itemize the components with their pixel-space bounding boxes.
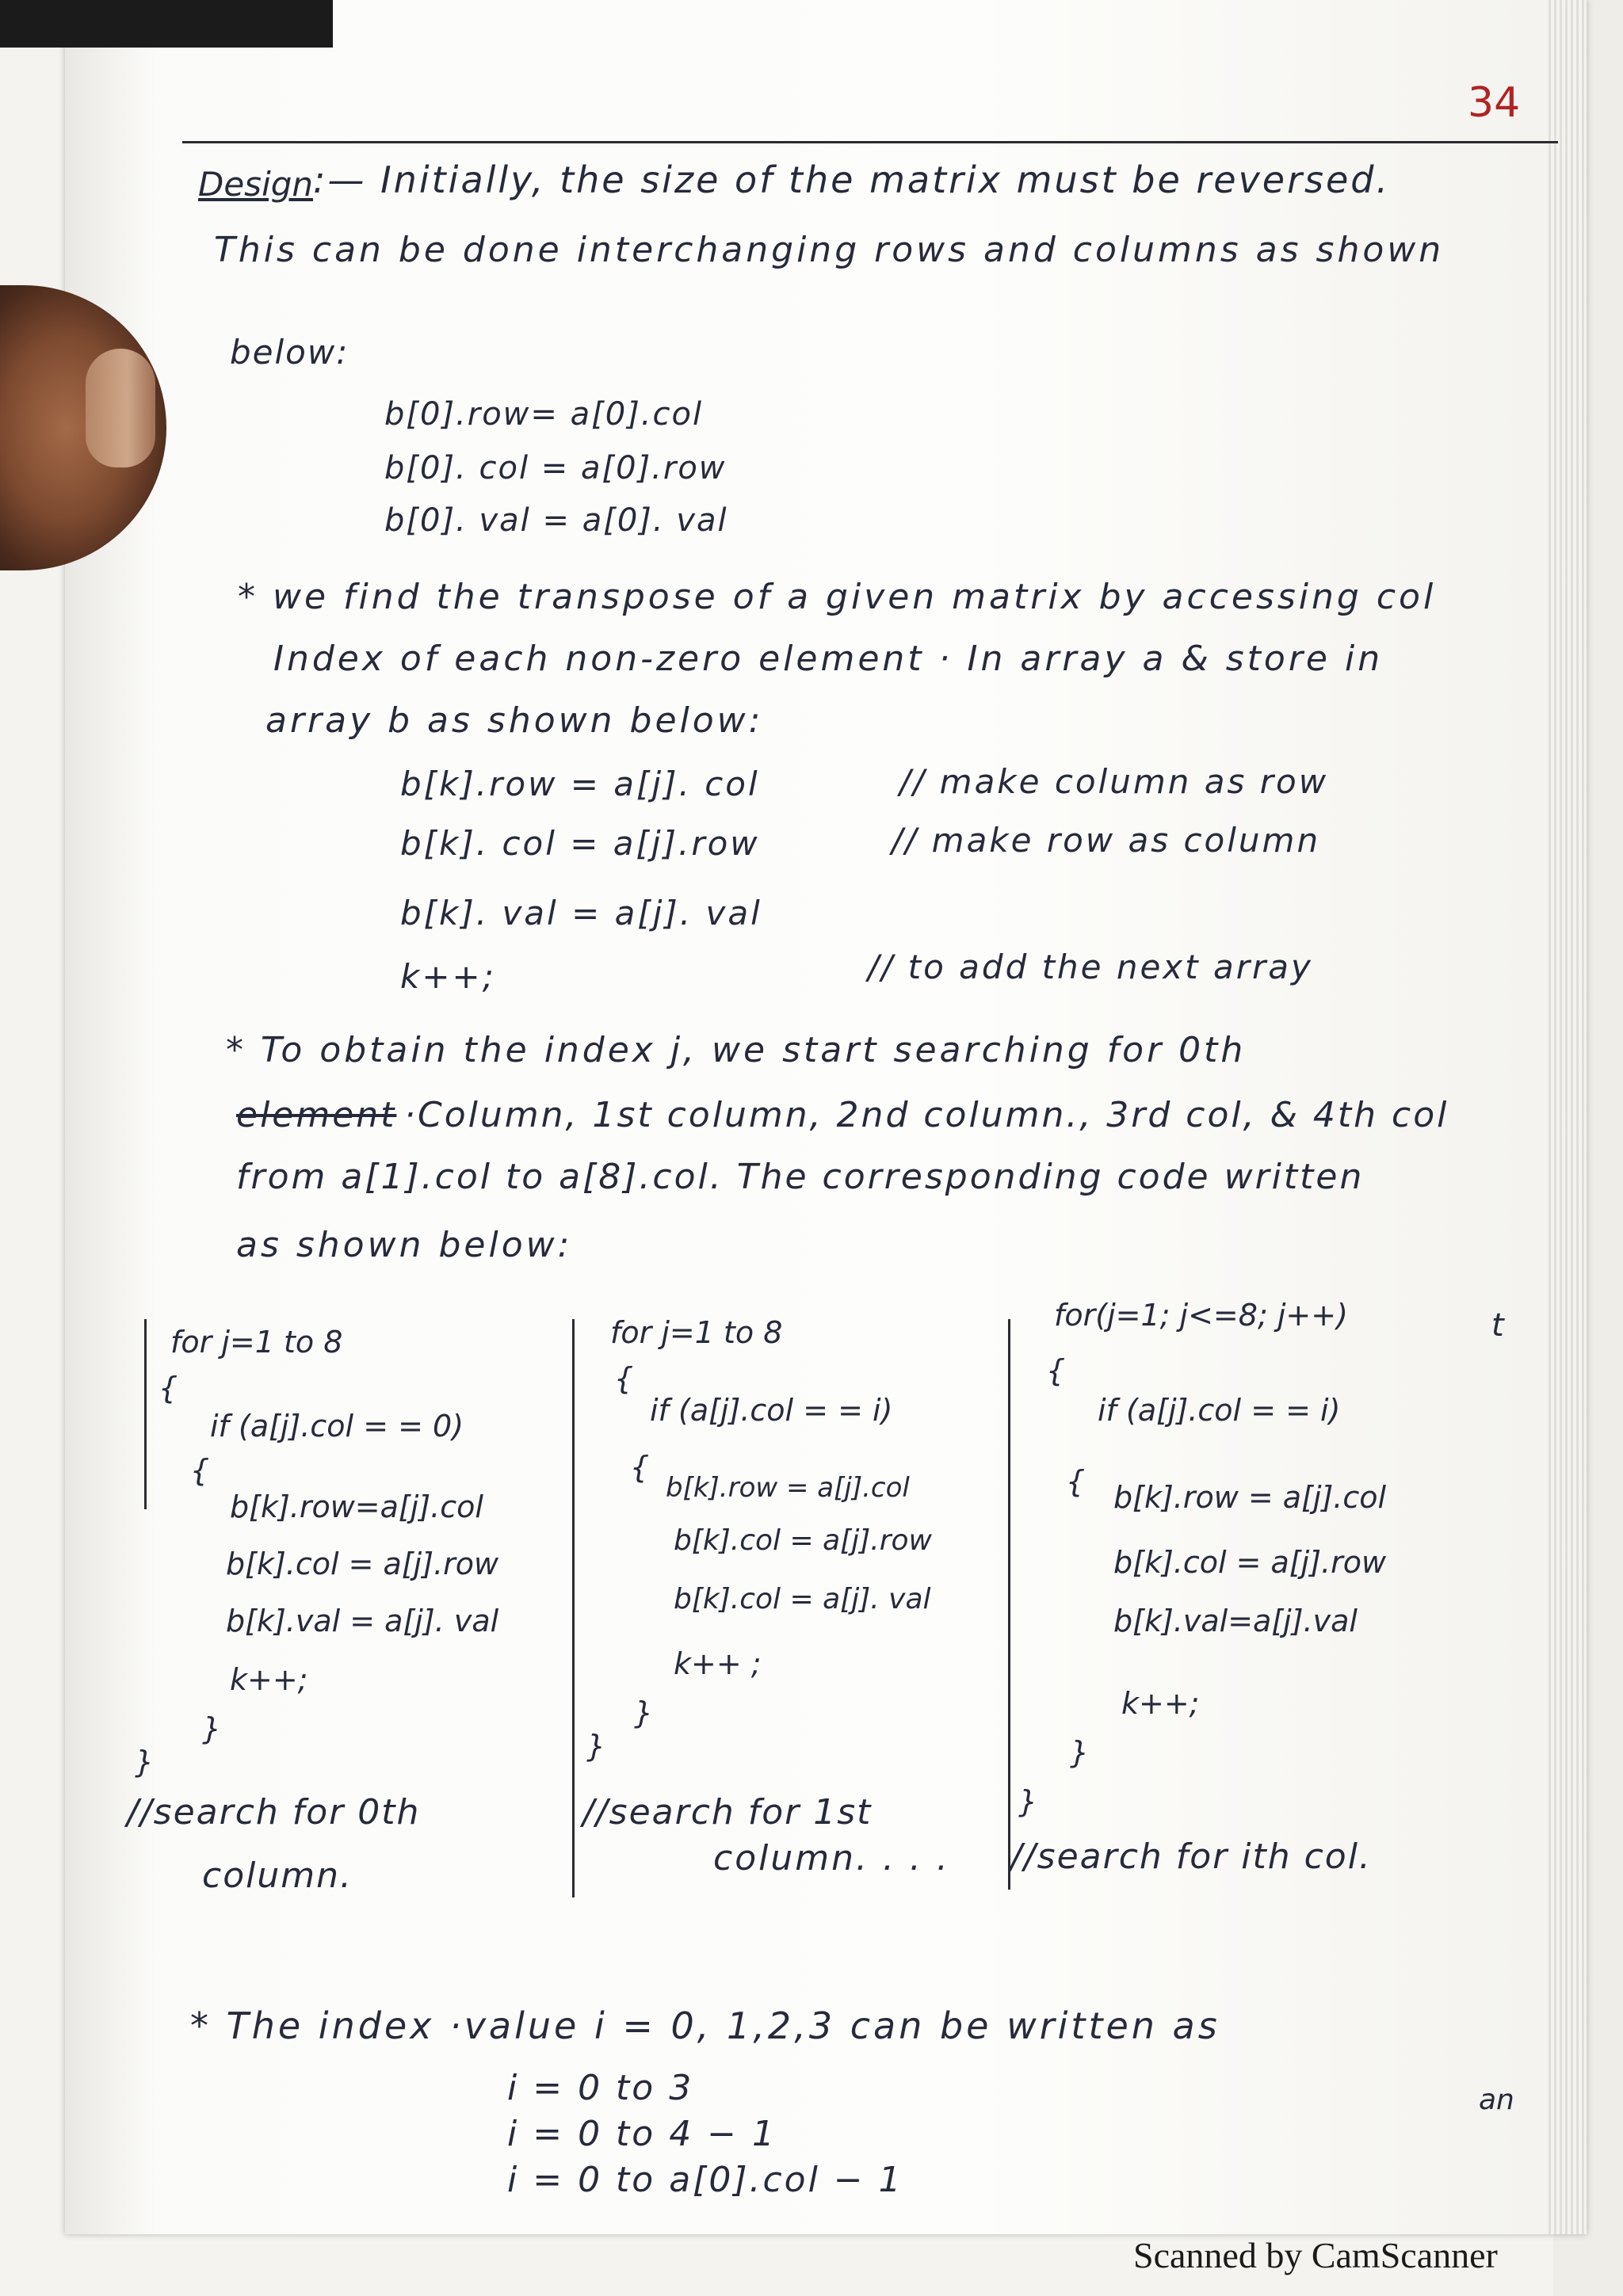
- index-line-3: i = 0 to 4 − 1: [507, 2114, 777, 2154]
- top-rule: [182, 141, 1558, 143]
- col2-line: b[k].col = a[j].row: [674, 1524, 932, 1557]
- col1-caption: //search for 0th: [127, 1792, 421, 1833]
- col2-line: }: [634, 1695, 654, 1730]
- col2-line: b[k].row = a[j].col: [666, 1472, 910, 1504]
- search-line-4: as shown below:: [236, 1225, 573, 1265]
- col2-line: for j=1 to 8: [610, 1315, 783, 1350]
- col2-caption: column. . . .: [713, 1838, 950, 1878]
- design-code-2: b[0]. col = a[0].row: [384, 450, 727, 486]
- col3-line: }: [1018, 1784, 1038, 1819]
- page-number: 34: [1468, 79, 1521, 127]
- col2-line: b[k].col = a[j]. val: [674, 1583, 931, 1615]
- col3-line: b[k].val=a[j].val: [1113, 1604, 1358, 1638]
- transpose-code-1: b[k].row = a[j]. col: [400, 765, 760, 803]
- col1-line: k++;: [230, 1662, 308, 1697]
- col1-line: }: [202, 1711, 222, 1746]
- col1-line: }: [135, 1745, 155, 1779]
- dark-corner: [0, 0, 333, 48]
- col1-line: {: [158, 1371, 178, 1405]
- index-line-4: i = 0 to a[0].col − 1: [507, 2160, 903, 2200]
- col2-line: if (a[j].col = = i): [650, 1393, 893, 1428]
- design-code-3: b[0]. val = a[0]. val: [384, 502, 728, 539]
- index-line-2: i = 0 to 3: [507, 2068, 694, 2108]
- margin-mark: t: [1491, 1307, 1504, 1344]
- column-divider-1: [572, 1319, 575, 1897]
- margin-mark: an: [1479, 2084, 1514, 2116]
- design-line-2: This can be done interchanging rows and columns as shown: [214, 230, 1445, 270]
- column-divider-2: [1008, 1319, 1010, 1890]
- design-line-1: :— Initially, the size of the matrix must be reversed.: [313, 158, 1391, 201]
- col1-line: b[k].row=a[j].col: [230, 1489, 483, 1524]
- col3-line: }: [1070, 1735, 1090, 1770]
- col3-line: {: [1066, 1464, 1086, 1499]
- col1-line: b[k].val = a[j]. val: [226, 1604, 499, 1638]
- search-line-1: * To obtain the index j, we start searching for 0th: [226, 1030, 1247, 1070]
- transpose-line-3: array b as shown below:: [265, 700, 764, 741]
- col3-line: k++;: [1121, 1686, 1200, 1721]
- col2-line: {: [630, 1450, 650, 1485]
- col3-line: b[k].col = a[j].row: [1113, 1545, 1387, 1580]
- search-line-2: ·Column, 1st column, 2nd column., 3rd col, & 4th col: [404, 1095, 1449, 1135]
- transpose-code-3: b[k]. val = a[j]. val: [400, 894, 762, 933]
- transpose-comment-4: // to add the next array: [868, 948, 1313, 986]
- transpose-code-4: k++;: [400, 957, 496, 996]
- col3-line: b[k].row = a[j].col: [1113, 1480, 1387, 1515]
- col2-line: k++ ;: [674, 1646, 762, 1681]
- transpose-code-2: b[k]. col = a[j].row: [400, 824, 760, 863]
- page-spine: [1549, 0, 1587, 2234]
- col3-caption: //search for ith col.: [1010, 1836, 1372, 1877]
- design-code-1: b[0].row= a[0].col: [384, 396, 704, 433]
- scanner-watermark: Scanned by CamScanner: [1133, 2235, 1498, 2275]
- col2-line: }: [586, 1729, 606, 1764]
- col1-line: if (a[j].col = = 0): [210, 1409, 464, 1444]
- col1-line: for j=1 to 8: [170, 1325, 343, 1360]
- col1-caption: column.: [202, 1855, 353, 1896]
- col1-line: {: [190, 1453, 210, 1488]
- col3-line: if (a[j].col = = i): [1098, 1393, 1341, 1428]
- col1-line: b[k].col = a[j].row: [226, 1547, 499, 1581]
- col2-line: {: [614, 1361, 634, 1396]
- index-line-1: * The index ·value i = 0, 1,2,3 can be written as: [190, 2004, 1220, 2047]
- thumbnail-image: [86, 349, 155, 467]
- col2-caption: //search for 1st: [582, 1792, 873, 1833]
- design-line-3: below:: [230, 333, 349, 372]
- col3-line: {: [1046, 1353, 1066, 1388]
- transpose-comment-2: // make row as column: [892, 821, 1321, 860]
- transpose-line-2: Index of each non-zero element · In array a & store in: [273, 639, 1384, 679]
- search-line-3: from a[1].col to a[8].col. The corresponding code written: [236, 1157, 1365, 1197]
- col3-line: for(j=1; j<=8; j++): [1054, 1298, 1348, 1333]
- design-label: Design: [198, 165, 314, 204]
- search-line-2-struck: element: [236, 1095, 397, 1135]
- transpose-line-1: * we find the transpose of a given matrix by accessing col: [238, 577, 1437, 617]
- column-divider-left: [144, 1319, 147, 1509]
- transpose-comment-1: // make column as row: [899, 762, 1329, 801]
